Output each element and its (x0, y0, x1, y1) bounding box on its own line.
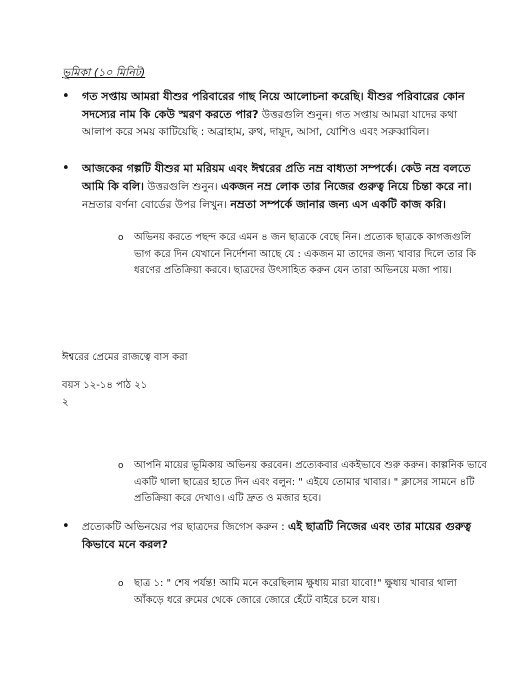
bold-text: আজকের গল্পটি যীশুর মা মরিয়ম এবং ঈশ্বরের প্রতি নম্র বাধ্যতা সম্পর্কে। কেউ নম্র বলতে আমি কি বলি। (82, 162, 471, 193)
bullet-item-1 (62, 88, 472, 141)
normal-text: উত্তরগুলি শুনুন। গত সপ্তায় আমরা যাদের কথা আলাপ করে সময় কাটিয়েছি : অব্রাহাম, রুথ, দায়ূদ, আসা, যোশিও এবং সরুব্বাবিল। (82, 109, 458, 138)
sub-item-3 (118, 576, 488, 609)
bold-text: একজন নম্র লোক তার নিজের গুরুত্ব নিয়ে চিন্তা করে না। (220, 180, 472, 193)
normal-text: প্রত্যেকটি অভিনয়ের পর ছাত্রদের জিগেস করুন : (82, 521, 288, 533)
sub-marker: o (118, 233, 124, 243)
sub-marker: o (118, 579, 124, 589)
bullet-text (82, 518, 472, 554)
normal-text: উত্তরগুলি শুনুন। (144, 181, 221, 193)
bullet-marker: • (62, 161, 70, 176)
sub-item-1 (118, 230, 488, 280)
bold-text: গত সপ্তায় আমরা যীশুর পরিবারের গাছ নিয়ে আলোচনা করেছি। যীশুর পরিবারের কোন সদস্যের নাম কি কেউ স্মরণ করতে পার? (82, 90, 465, 121)
bullet-item-3 (62, 518, 472, 554)
bullet-item-2 (62, 160, 472, 214)
sub-item-2 (118, 458, 488, 508)
bold-text: এই ছাত্রটি নিজের এবং তার মায়ের গুরুত্ব কিভাবে মনে করল? (82, 520, 472, 551)
bullet-text (82, 88, 472, 141)
normal-text: নম্রতার বর্ণনা বোর্ডের উপর লিখুন। (82, 199, 231, 211)
sub-text: অভিনয় করতে পছন্দ করে এমন ৪ জন ছাত্রকে বেছে নিন। প্রত্যেক ছাত্রকে কাগজগুলি ভাগ করে দিন যেখানে নির্দেশনা আছে যে : একজন মা তাদের জন্য খাবার দিলে তার কি ধরণের প্রতিক্রিয়া করবে। ছাত্রদের উৎসাহিত করুন যেন তারা অভিনয়ে মজা পায়। (134, 232, 477, 276)
page-number: ২ (62, 397, 69, 408)
footer-title: ঈশ্বরের প্রেমের রাজত্বে বাস করা (62, 352, 188, 363)
bullet-marker: • (62, 519, 70, 534)
sub-text: ছাত্র ১: " শেষ পর্যন্ত! আমি মনে করেছিলাম ক্ষুধায় মারা যাবো!" ক্ষুধায় খাবার থালা আঁকড়ে ধরে রুমের থেকে জোরে জোরে হেঁটে বাইরে চলে যায়। (134, 578, 457, 606)
footer-meta: বয়স ১২-১৪ পাঠ ২১ (62, 380, 148, 391)
bullet-marker: • (62, 89, 70, 104)
sub-marker: o (118, 461, 124, 471)
bold-text: নম্রতা সম্পর্কে জানার জন্য এস একটি কাজ করি। (230, 198, 446, 211)
sub-text: আপনি মায়ের ভূমিকায় অভিনয় করবেন। প্রত্যেকবার একইভাবে শুরু করুন। কাল্পনিক ভাবে একটি থালা ছাত্রের হাতে দিন এবং বলুন: " এইযে তোমার খাবার। " ক্লাসের সামনে ৪টি প্রতিক্রিয়া করে দেখাও। এটি দ্রুত ও মজার হবে। (134, 460, 487, 504)
bullet-text (82, 160, 472, 214)
section-heading: ভূমিকা (১০ মিনিট) (62, 66, 146, 79)
